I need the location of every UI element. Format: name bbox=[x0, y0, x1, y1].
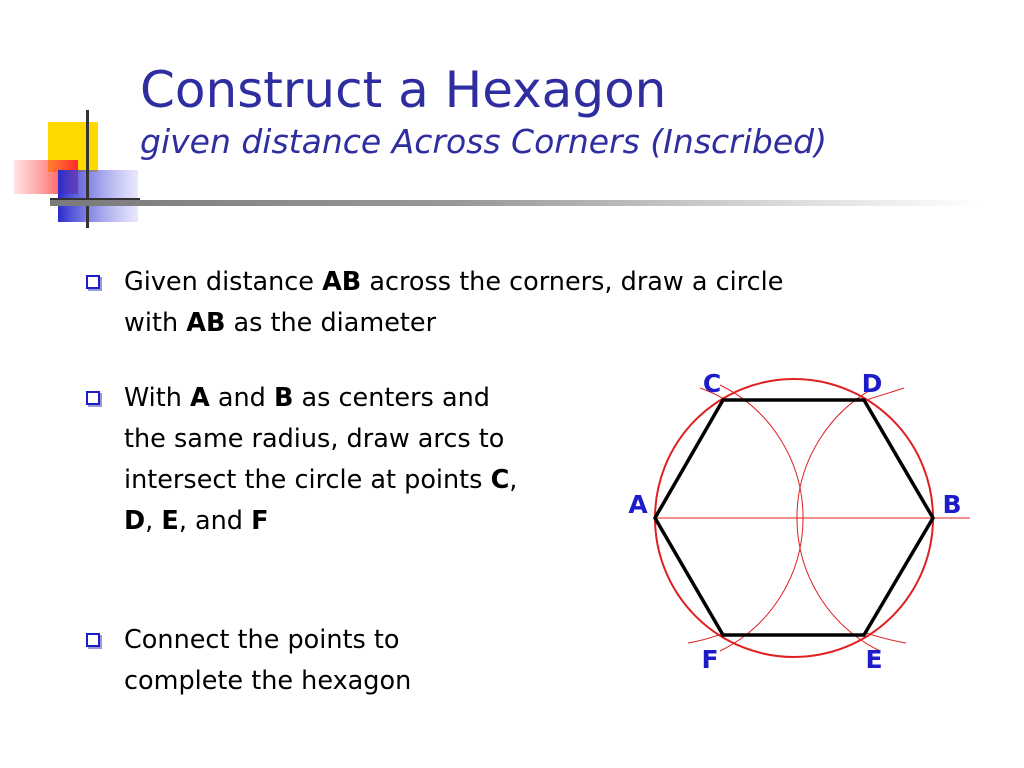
hexagon-construction-diagram bbox=[600, 360, 1000, 680]
point-label-a: A bbox=[628, 490, 648, 519]
text-run: Connect the points to complete the hexagon bbox=[124, 625, 412, 696]
text-run: , bbox=[509, 465, 518, 495]
text-run: and bbox=[209, 383, 274, 413]
text-run: , bbox=[145, 506, 162, 536]
bold-term: F bbox=[251, 506, 269, 536]
bold-term: AB bbox=[322, 267, 362, 297]
title-divider bbox=[50, 200, 980, 206]
point-label-b: B bbox=[942, 490, 962, 519]
point-label-c: C bbox=[702, 369, 722, 398]
bold-term: D bbox=[124, 506, 146, 536]
text-run: as the diameter bbox=[225, 308, 437, 338]
bullet-item bbox=[86, 378, 526, 542]
text-run: With bbox=[124, 383, 191, 413]
slide-title: Construct a Hexagon bbox=[140, 61, 667, 119]
bold-term: A bbox=[190, 383, 210, 413]
checkbox-bullet-icon bbox=[86, 275, 100, 289]
text-run: Given distance bbox=[124, 267, 323, 297]
point-label-d: D bbox=[861, 369, 883, 398]
bullet-text bbox=[86, 378, 526, 542]
bullet-item bbox=[86, 620, 526, 702]
bullet-item bbox=[86, 262, 826, 344]
checkbox-bullet-icon bbox=[86, 391, 100, 405]
bullet-text bbox=[86, 262, 826, 344]
point-label-f: F bbox=[701, 645, 719, 674]
bold-term: AB bbox=[186, 308, 226, 338]
text-run: across the corners, draw a circle with bbox=[124, 267, 784, 338]
bold-term: E bbox=[161, 506, 179, 536]
text-run: as centers and the same radius, draw arcs to intersect the circle at points bbox=[124, 383, 505, 495]
checkbox-bullet-icon bbox=[86, 633, 100, 647]
point-label-e: E bbox=[865, 645, 883, 674]
bold-term: B bbox=[273, 383, 294, 413]
bold-term: C bbox=[490, 465, 510, 495]
arc-tick-e bbox=[866, 633, 906, 643]
text-run: , and bbox=[178, 506, 252, 536]
slide-logo-decoration bbox=[0, 0, 140, 230]
title-block bbox=[140, 58, 827, 162]
bullet-text bbox=[86, 620, 526, 702]
slide-subtitle: given distance Across Corners (Inscribed) bbox=[140, 122, 827, 161]
